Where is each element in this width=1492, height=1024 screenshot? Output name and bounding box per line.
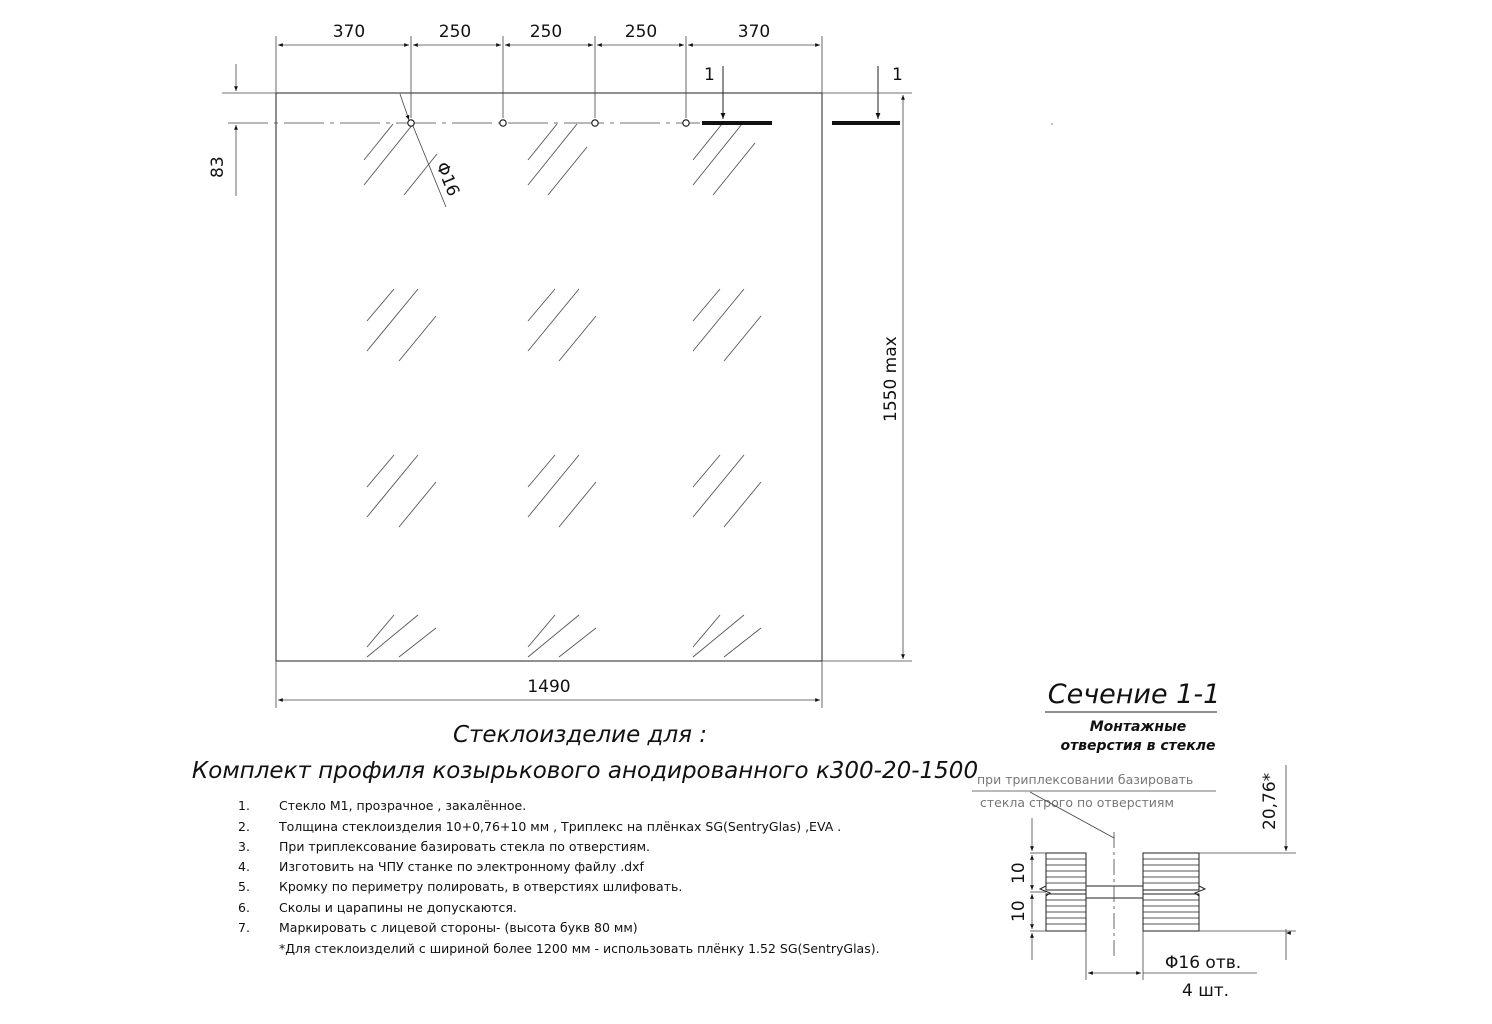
dim-total-thickness: 20,76*	[1260, 772, 1280, 830]
note-num: 5.	[238, 879, 250, 894]
note-text: Стекло М1, прозрачное , закалённое.	[279, 798, 527, 813]
hole-2	[500, 120, 506, 126]
section-subtitle-2: отверстия в стекле	[1060, 738, 1216, 754]
dim-top-5: 370	[737, 22, 771, 42]
footnote: *Для стеклоизделий с шириной более 1200 мм - использовать плёнку 1.52 SG(SentryGlas).	[279, 941, 880, 956]
note-num: 2.	[238, 819, 250, 834]
left-offset-dimension	[208, 64, 276, 196]
dim-top-1: 370	[332, 22, 366, 42]
section-hole-count: 4 шт.	[1182, 981, 1230, 1001]
note-num: 1.	[238, 798, 250, 813]
hole-4	[683, 120, 689, 126]
note-text: Сколы и царапины не допускаются.	[279, 900, 517, 915]
note-text: При триплексование базировать стекла по отверстиям.	[279, 839, 650, 854]
section-mark-right	[832, 65, 903, 123]
leader-text-1: при триплексовании базировать	[977, 772, 1194, 787]
section-mark-right-label: 1	[892, 65, 903, 85]
section-subtitle-1: Монтажные	[1089, 719, 1187, 735]
note-num: 7.	[238, 920, 250, 935]
section-view	[972, 679, 1296, 1001]
section-mark-left	[702, 65, 772, 123]
title-line-1: Стеклоизделие для :	[452, 722, 708, 748]
note-text: Маркировать с лицевой стороны- (высота букв 80 мм)	[279, 920, 638, 935]
title-line-2: Комплект профиля козырькового анодированного к300-20-1500	[191, 758, 979, 784]
dim-height: 1550 max	[881, 336, 901, 422]
note-num: 3.	[238, 839, 250, 854]
glass-hatching	[364, 124, 761, 657]
hole-3	[592, 120, 598, 126]
hole-1	[408, 120, 414, 126]
leader-text-2: стекла строго по отверстиям	[980, 795, 1174, 810]
section-hole-label: Φ16 отв.	[1165, 953, 1242, 973]
note-num: 6.	[238, 900, 250, 915]
dim-hole-diameter: Φ16	[431, 159, 464, 200]
height-dimension	[822, 93, 912, 661]
top-dimension-chain	[276, 22, 822, 118]
hole-diameter-leader	[400, 94, 463, 207]
section-glass-layers	[1040, 832, 1205, 960]
dim-83: 83	[208, 156, 228, 178]
width-dimension	[276, 661, 822, 708]
note-text: Толщина стеклоизделия 10+0,76+10 мм , Триплекс на плёнках SG(SentryGlas) ,EVA .	[279, 819, 842, 834]
note-text: Кромку по периметру полировать, в отверстиях шлифовать.	[279, 879, 683, 894]
notes-list	[238, 798, 880, 956]
dim-top-2: 250	[438, 22, 472, 42]
note-text: Изготовить на ЧПУ станке по электронному файлу .dxf	[279, 859, 644, 874]
glass-panel-outline	[276, 93, 822, 661]
dim-top-4: 250	[624, 22, 658, 42]
section-title: Сечение 1-1	[1047, 679, 1221, 710]
dim-top-3: 250	[529, 22, 563, 42]
dim-layer-1: 10	[1009, 862, 1029, 884]
stray-dot	[1051, 123, 1053, 125]
dim-width: 1490	[527, 677, 571, 697]
section-hole-dim	[1086, 931, 1257, 1001]
note-num: 4.	[238, 859, 250, 874]
section-mark-left-label: 1	[704, 65, 715, 85]
dim-layer-2: 10	[1009, 900, 1029, 922]
